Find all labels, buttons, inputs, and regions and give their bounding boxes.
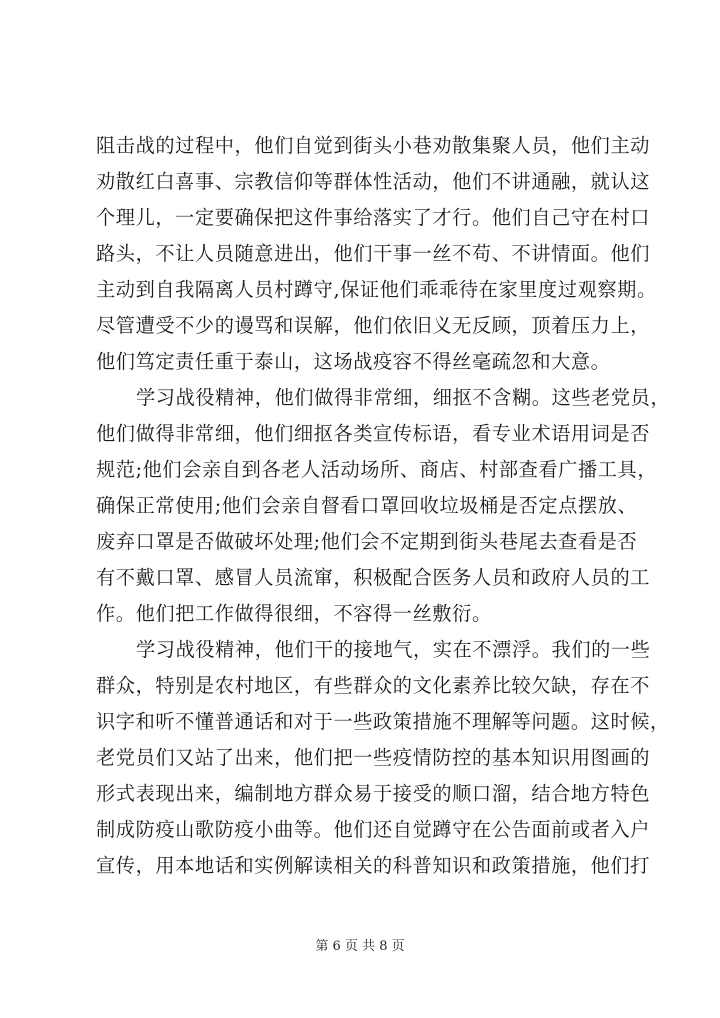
text-line: 作。他们把工作做得很细，不容得一丝敷衍。 bbox=[96, 602, 492, 625]
text-line: 学习战役精神，他们干的接地气，实在不漂浮。我们的一些 bbox=[136, 638, 651, 661]
text-line: 群众，特别是农村地区，有些群众的文化素养比较欠缺，存在不 bbox=[96, 674, 651, 697]
document-body bbox=[96, 128, 671, 884]
text-line: 老党员们又站了出来，他们把一些疫情防控的基本知识用图画的 bbox=[96, 746, 651, 769]
text-line: 他们做得非常细，他们细抠各类宣传标语，看专业术语用词是否 bbox=[96, 422, 651, 445]
text-line: 制成防疫山歌防疫小曲等。他们还自觉蹲守在公告面前或者入户 bbox=[96, 818, 651, 841]
text-line: 他们笃定责任重于泰山，这场战疫容不得丝毫疏忽和大意。 bbox=[96, 350, 611, 373]
text-line: 主动到自我隔离人员村蹲守,保证他们乖乖待在家里度过观察期。 bbox=[96, 278, 657, 301]
text-line: 个理儿，一定要确保把这件事给落实了才行。他们自己守在村口 bbox=[96, 206, 651, 229]
paragraph bbox=[96, 128, 657, 380]
paragraph bbox=[96, 632, 670, 884]
text-line: 废弃口罩是否做破坏处理;他们会不定期到街头巷尾去查看是否 bbox=[96, 530, 638, 553]
text-line: 阻击战的过程中，他们自觉到街头小巷劝散集聚人员，他们主动 bbox=[96, 134, 651, 157]
text-line: 识字和听不懂普通话和对于一些政策措施不理解等问题。这时候， bbox=[96, 710, 670, 733]
page-number-footer: 第 6 页 共 8 页 bbox=[315, 939, 405, 954]
text-line: 规范;他们会亲自到各老人活动场所、商店、村部查看广播工具， bbox=[96, 458, 658, 481]
text-line: 宣传，用本地话和实例解读相关的科普知识和政策措施，他们打 bbox=[96, 854, 651, 877]
text-line: 学习战役精神，他们做得非常细，细抠不含糊。这些老党员， bbox=[136, 386, 671, 409]
text-line: 劝散红白喜事、宗教信仰等群体性活动，他们不讲通融，就认这 bbox=[96, 170, 651, 193]
text-line: 尽管遭受不少的谩骂和误解，他们依旧义无反顾，顶着压力上， bbox=[96, 314, 651, 337]
text-line: 有不戴口罩、感冒人员流窜，积极配合医务人员和政府人员的工 bbox=[96, 566, 651, 589]
text-line: 路头，不让人员随意进出，他们干事一丝不苟、不讲情面。他们 bbox=[96, 242, 651, 265]
paragraph bbox=[96, 380, 671, 632]
text-line: 形式表现出来，编制地方群众易于接受的顺口溜，结合地方特色 bbox=[96, 782, 651, 805]
text-line: 确保正常使用;他们会亲自督看口罩回收垃圾桶是否定点摆放、 bbox=[96, 494, 638, 517]
